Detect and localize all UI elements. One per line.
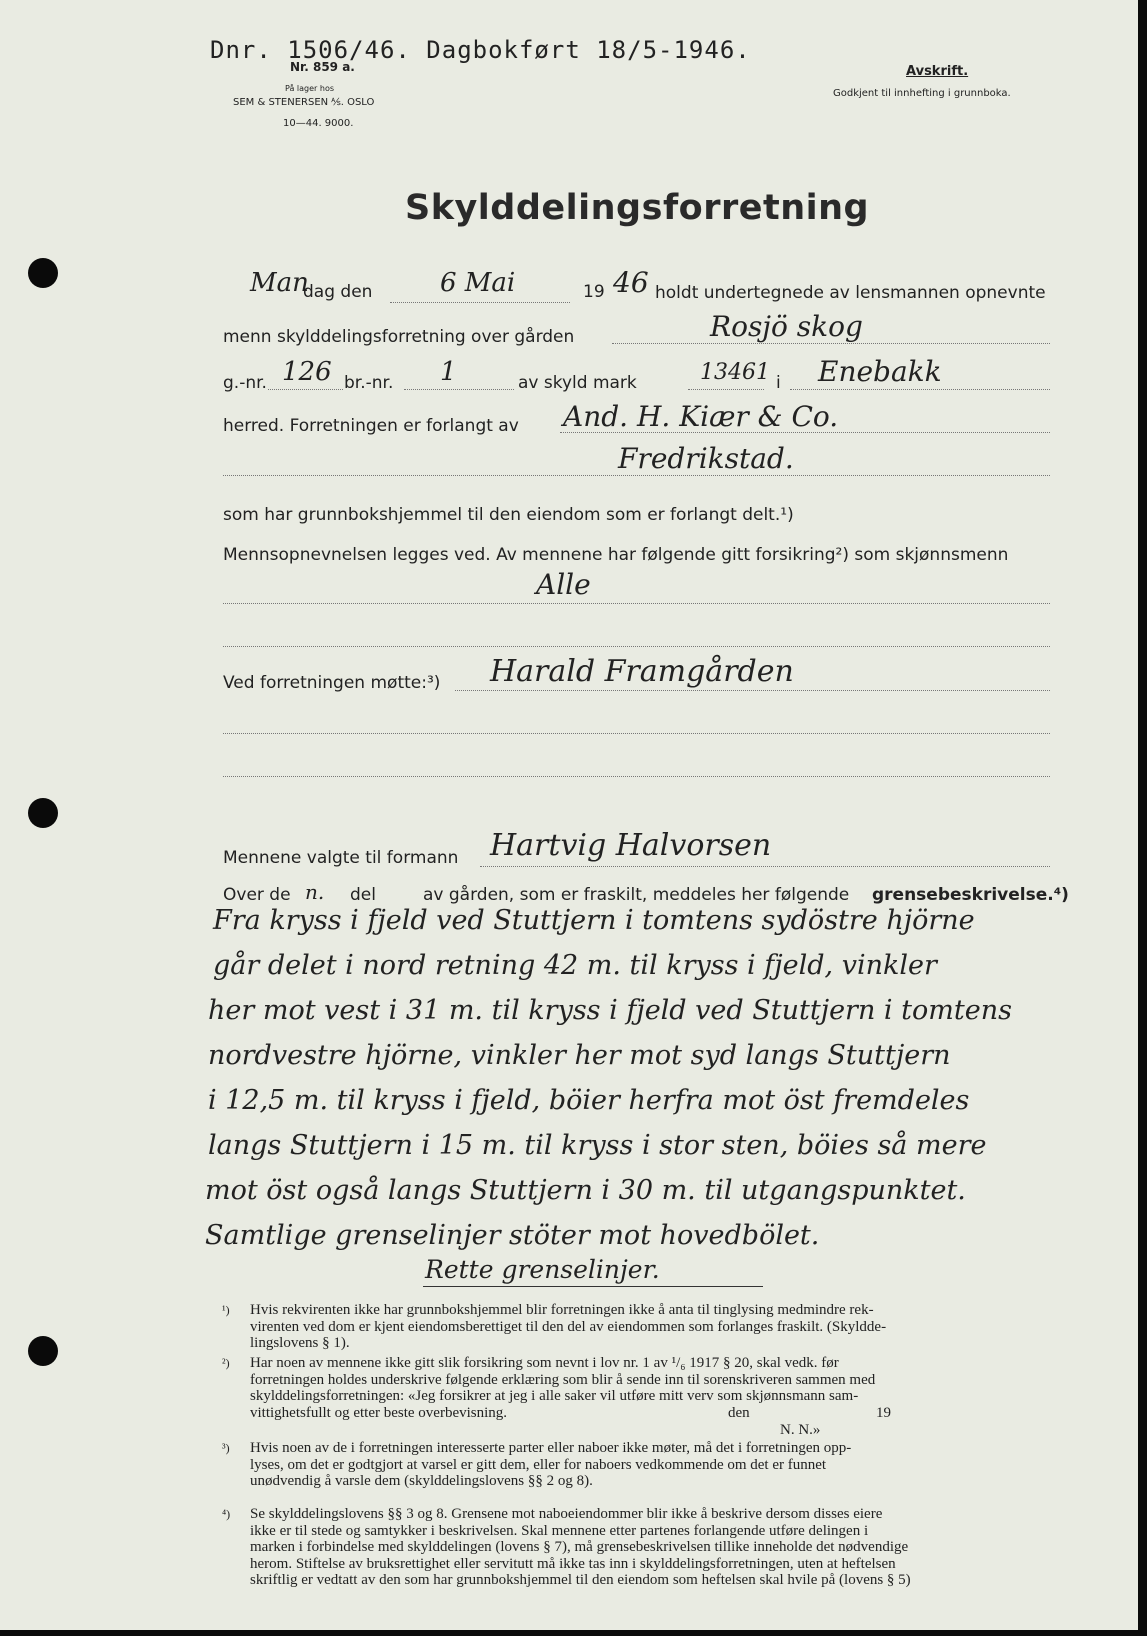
attended-label: Ved forretningen møtte:³) [223,673,441,693]
description-line: Fra kryss i fjeld ved Stuttjern i tomtens sydöstre hjörne [213,905,975,936]
description-line: i 12,5 m. til kryss i fjeld, böier herfra mot öst fremdeles [208,1085,970,1116]
part-label: del [350,885,376,905]
bnr-label: br.-nr. [344,373,394,393]
printer-name: SEM & STENERSEN ⅍. OSLO [233,97,375,108]
district-value: Enebakk [818,355,942,388]
chairman-line [480,866,1050,867]
bnr-value: 1 [440,357,457,387]
footnote-text: Se skylddelingslovens §§ 3 og 8. Grensene mot naboeiendommer blir ikke å beskrive dersom disses eiere ikke er til stede og samtykker i beskrivelsen. Skal mennene etter partenes forlangende utføre delingen i marken i forbindelse med skylddelingen (lovens § 7), må grensebeskrivelsen tillike inneholde det nødvendige herom. Stiftelse av bruksrettighet eller servitutt må ikke tas inn i skylddelingsforretningen, uten at heftelsen skriftlig er vedtatt av den som har grunnbokshjemmel til den eiendom som heftelsen skal hvile på (lovens § 5) [250,1506,911,1588]
description-line: her mot vest i 31 m. til kryss i fjeld ved Stuttjern i tomtens [208,995,1012,1026]
footnote-mark: ¹) [222,1303,230,1317]
farm-line [612,343,1050,344]
requester-city: Fredrikstad. [618,442,794,475]
gnr-line [268,389,343,390]
description-line: Rette grenselinjer. [425,1255,660,1284]
day-label: dag den [303,282,373,302]
description-line: går delet i nord retning 42 m. til kryss i fjeld, vinkler [213,950,937,981]
description-line: nordvestre hjörne, vinkler her mot syd langs Stuttjern [208,1040,951,1071]
gnr-label: g.-nr. [223,373,267,393]
boundary-intro: av gården, som er fraskilt, meddeles her følgende [423,885,850,905]
year-suffix: 46 [613,266,649,299]
copy-label: Avskrift. [906,64,969,79]
tax-line [688,389,764,390]
boundary-title: grensebeskrivelse.⁴) [872,885,1069,905]
hjemmel-text: som har grunnbokshjemmel til den eiendom som er forlangt delt.¹) [223,505,794,525]
footnote-mark: ³) [222,1441,230,1455]
assessors-line [223,603,1050,604]
description-line: langs Stuttjern i 15 m. til kryss i stor sten, böies så mere [208,1130,987,1161]
attended-line [455,690,1050,691]
journal-stamp: Dnr. 1506/46. Dagbokført 18/5-1946. [210,36,751,64]
footnote-mark: ²) [222,1356,230,1370]
weekday-value: Man [250,268,309,298]
part-suffix: n. [305,880,325,904]
requester-label: herred. Forretningen er forlangt av [223,416,519,436]
intro-text: holdt undertegnede av lensmannen opnevnte [655,283,1046,303]
year-prefix: 19 [583,282,605,302]
signature-year-label: 19 [876,1405,891,1421]
in-label: i [776,373,781,393]
assurance-text: Mennsopnevnelsen legges ved. Av mennene har følgende gitt forsikring²) som skjønnsmenn [223,545,1009,565]
description-line: mot öst også langs Stuttjern i 30 m. til utgangspunktet. [205,1175,966,1206]
farm-value: Rosjö skog [710,310,863,343]
footnote-text: Hvis noen av de i forretningen interesserte parter eller naboer ikke møter, må det i forretningen opp- lyses, om det er godtgjort at varsel er gitt dem, eller for naboers vedkommende om det er funnet unødvendig å varsle dem (skylddelingslovens §§ 2 og 8). [250,1440,852,1489]
tax-value: 13461 [700,360,770,385]
approval-note: Godkjent til innhefting i grunnboka. [833,88,1011,99]
farm-label: menn skylddelingsforretning over gården [223,327,575,347]
page-title: Skylddelingsforretning [405,188,870,228]
chairman-value: Hartvig Halvorsen [490,828,772,863]
gnr-value: 126 [282,357,332,387]
description-underline [423,1286,763,1287]
footnote-text: Hvis rekvirenten ikke har grunnbokshjemmel blir forretningen ikke å anta til tinglysing medmindre rek- virenten ved dom er kjent eiendomsberettiget til den del av eiendommen som forlanges fraskilt. (Skyldde- lingslovens § 1). [250,1302,887,1351]
blank-line [223,475,1050,476]
footnote-mark: ⁴) [222,1507,231,1521]
form-number: Nr. 859 a. [290,60,355,74]
punch-hole [28,798,58,828]
district-line [790,389,1050,390]
punch-hole [28,1336,58,1366]
blank-line [223,646,1050,647]
punch-hole [28,258,58,288]
bnr-line [404,389,514,390]
blank-line [223,733,1050,734]
print-run: 10—44. 9000. [283,118,354,129]
date-line [390,302,570,303]
signature-placeholder: N. N.» [780,1422,821,1438]
attended-value: Harald Framgården [490,654,794,689]
signature-date-label: den [728,1405,750,1421]
over-prefix: Over de [223,885,291,905]
chairman-label: Mennene valgte til formann [223,848,459,868]
requester-line [560,432,1050,433]
blank-line [223,776,1050,777]
printer-prefix: På lager hos [285,84,334,93]
requester-value: And. H. Kiær & Co. [563,400,839,433]
description-line: Samtlige grenselinjer stöter mot hovedbölet. [205,1220,820,1251]
tax-label: av skyld mark [518,373,637,393]
assessors-value: Alle [536,568,591,601]
footnote-text: Har noen av mennene ikke gitt slik forsikring som nevnt i lov nr. 1 av ¹/₆ 1917 § 20, skal vedk. før forretningen holdes underskrive følgende erklæring som blir å sende inn til sorenskriveren sammen med skylddelingsforretningen: «Jeg forsikrer at jeg i alle saker vil utføre mitt verv som skjønnsmann sam- vittighetsfullt og etter beste overbevisning. [250,1355,876,1421]
date-value: 6 Mai [440,268,516,298]
